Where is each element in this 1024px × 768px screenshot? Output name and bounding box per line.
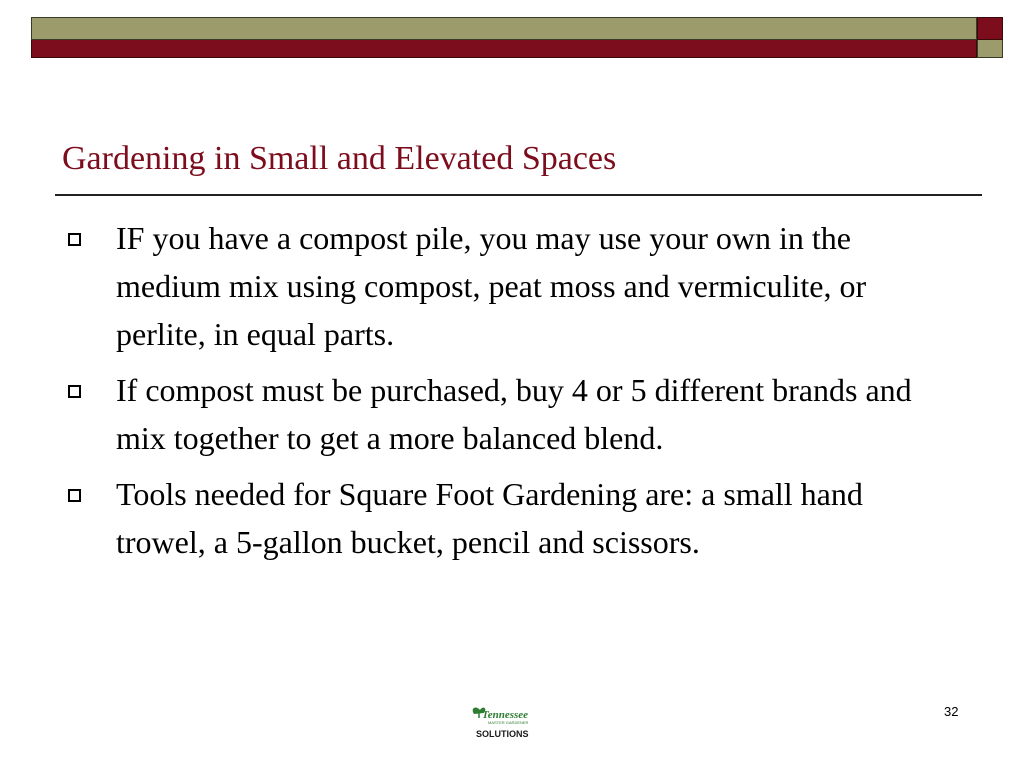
tennessee-master-gardener-logo: [468, 704, 540, 742]
title-divider: [55, 194, 982, 196]
page-number: 32: [944, 704, 959, 719]
square-bullet-icon: [68, 489, 81, 502]
bullet-text: If compost must be purchased, buy 4 or 5 different brands and mix together to get a more balanced blend.: [116, 372, 912, 456]
logo-text-tennessee: Tennessee: [482, 709, 529, 721]
bullet-text: IF you have a compost pile, you may use your own in the medium mix using compost, peat moss and vermiculite, or perlite, in equal parts.: [116, 220, 867, 352]
square-bullet-icon: [68, 233, 81, 246]
slide-title: Gardening in Small and Elevated Spaces: [62, 140, 617, 177]
header-square-olive: [977, 40, 1003, 58]
bullet-text: Tools needed for Square Foot Gardening are: a small hand trowel, a 5-gallon bucket, pencil and scissors.: [116, 476, 863, 560]
bullet-item: [62, 366, 942, 462]
logo-text-master-gardener: MASTER GARDENER: [488, 720, 529, 725]
bullet-item: [62, 470, 942, 566]
logo-text-solutions: SOLUTIONS: [476, 729, 529, 739]
header-bar-olive: [31, 17, 977, 40]
header-bar-maroon: [31, 40, 977, 58]
bullet-list: [62, 214, 942, 574]
square-bullet-icon: [68, 385, 81, 398]
bullet-item: [62, 214, 942, 358]
header-square-maroon: [977, 17, 1003, 40]
